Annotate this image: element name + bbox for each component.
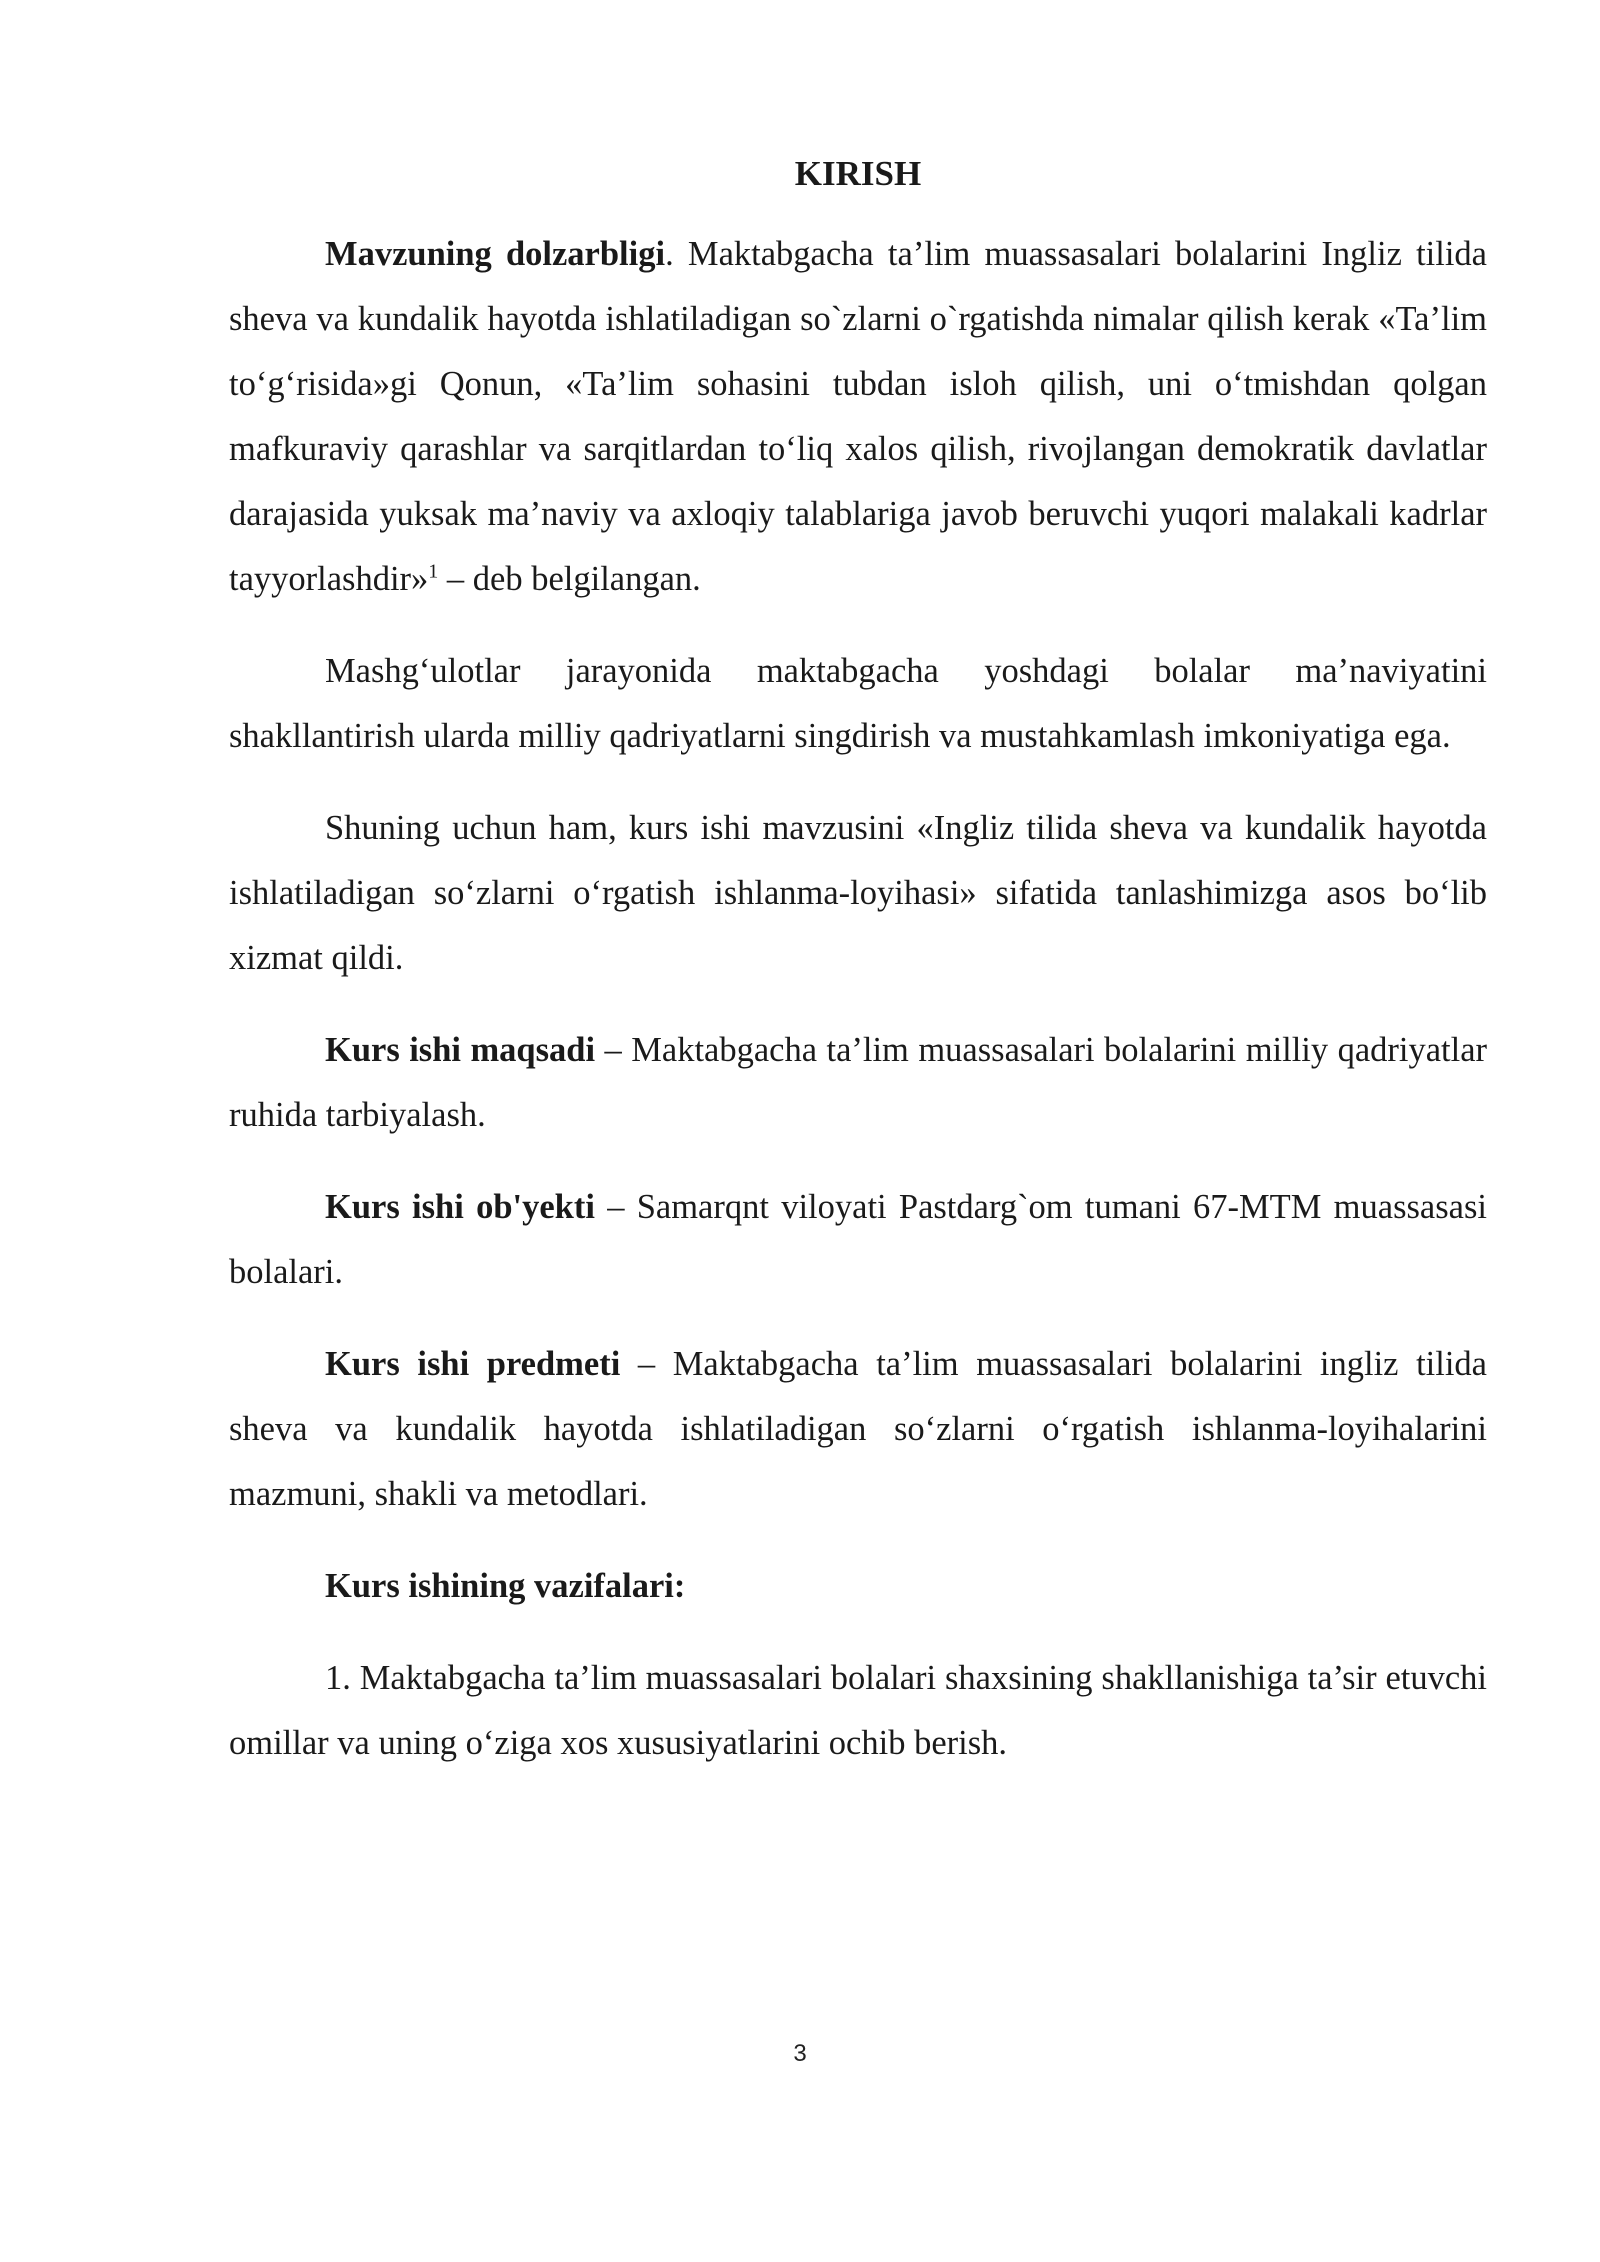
goal-heading: Kurs ishi maqsadi bbox=[325, 1031, 596, 1069]
subject-heading: Kurs ishi predmeti bbox=[325, 1345, 621, 1383]
paragraph-spirituality: Mashg‘ulotlar jarayonida maktabgacha yoshdagi bolalar ma’naviyatini shakllantirish ularda milliy qadriyatlarni singdirish va mustahkamlash imkoniyatiga ega. bbox=[229, 652, 1487, 755]
goal-paragraph bbox=[229, 1018, 1487, 1148]
object-heading: Kurs ishi ob'yekti bbox=[325, 1188, 595, 1226]
object-paragraph bbox=[229, 1175, 1487, 1305]
subject-text: – Maktabgacha ta’lim muassasalari bolalarini ingliz tilida sheva va kundalik hayotda ishlatiladigan so‘zlarni o‘rgatish ishlanma-loyihalarini mazmuni, shakli va metodlari. bbox=[229, 1345, 1487, 1513]
goal-text: – Maktabgacha ta’lim muassasalari bolalarini milliy qadriyatlar ruhida tarbiyalash. bbox=[229, 1031, 1488, 1134]
paragraph-topic-choice: Shuning uchun ham, kurs ishi mavzusini «Ingliz tilida sheva va kundalik hayotda ishlatiladigan so‘zlarni o‘rgatish ishlanma-loyihasi» sifatida tanlashimizga asos bo‘lib xizmat qildi. bbox=[229, 809, 1487, 977]
relevance-text: . Maktabgacha ta’lim muassasalari bolalarini Ingliz tilida sheva va kundalik hayotda ishlatiladigan so`zlarni o`rgatishda nimalar qilish kerak «Ta’lim to‘g‘risida»gi Qonun, «Ta’lim sohasini tubdan isloh qilish, uni o‘tmishdan qolgan mafkuraviy qarashlar va sarqitlardan to‘liq xalos qilish, rivojlangan demokratik davlatlar darajasida yuksak ma’naviy va axloqiy talablariga javob beruvchi yuqori malakali kadrlar tayyorlashdir» bbox=[229, 235, 1487, 598]
footnote-mark: 1 bbox=[428, 560, 439, 583]
relevance-heading: Mavzuning dolzarbligi bbox=[325, 235, 666, 273]
page-number: 3 bbox=[793, 2040, 807, 2067]
subject-paragraph bbox=[229, 1332, 1487, 1527]
object-text: – Samarqnt viloyati Pastdarg`om tumani 67-MTM muassasasi bolalari. bbox=[229, 1188, 1487, 1291]
tasks-heading: Kurs ishining vazifalari: bbox=[325, 1567, 686, 1605]
task-item-1: 1. Maktabgacha ta’lim muassasalari bolalari shaxsining shakllanishiga ta’sir etuvchi omillar va uning o‘ziga xos xususiyatlarini ochib berish. bbox=[229, 1659, 1487, 1762]
page-content bbox=[229, 148, 1487, 1803]
page-title: KIRISH bbox=[794, 154, 922, 193]
relevance-tail: – deb belgilangan. bbox=[438, 560, 701, 598]
relevance-paragraph bbox=[229, 222, 1487, 612]
